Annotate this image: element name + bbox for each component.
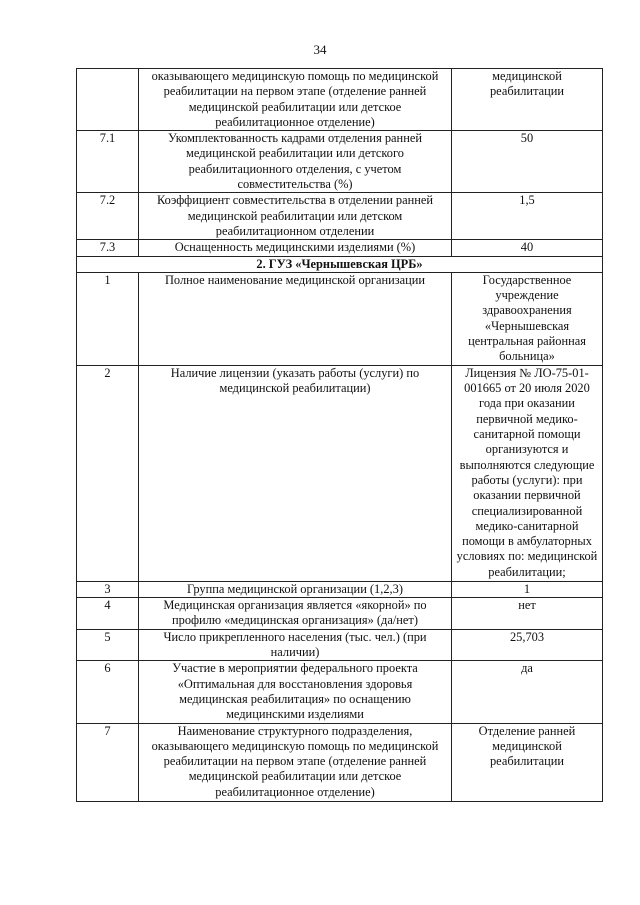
- row-number: 7.2: [77, 193, 139, 240]
- row-indicator: Медицинская организация является «якорной» по профилю «медицинская организация» (да/нет): [139, 598, 452, 630]
- table-row: [77, 240, 603, 256]
- table-row: [77, 629, 603, 661]
- row-number: 5: [77, 629, 139, 661]
- table-row: [77, 131, 603, 193]
- table-row: [77, 272, 603, 365]
- row-value: медицинской реабилитации: [452, 69, 603, 131]
- row-number: 6: [77, 661, 139, 723]
- row-indicator: Оснащенность медицинскими изделиями (%): [139, 240, 452, 256]
- row-number: 7.3: [77, 240, 139, 256]
- row-number: [77, 69, 139, 131]
- row-indicator: Укомплектованность кадрами отделения ранней медицинской реабилитации или детского реабилитационного отделения, с учетом совместительства (%): [139, 131, 452, 193]
- row-indicator: Коэффициент совместительства в отделении ранней медицинской реабилитации или детском реабилитационном отделении: [139, 193, 452, 240]
- table-row: [77, 661, 603, 723]
- row-indicator: Наличие лицензии (указать работы (услуги) по медицинской реабилитации): [139, 365, 452, 581]
- row-value: да: [452, 661, 603, 723]
- row-value: нет: [452, 598, 603, 630]
- section-title: 2. ГУЗ «Чернышевская ЦРБ»: [77, 256, 603, 272]
- table-row: [77, 598, 603, 630]
- row-value: Лицензия № ЛО-75-01-001665 от 20 июля 2020 года при оказании первичной медико-санитарной помощи организуются и выполняются следующие работы (услуги): при оказании первичной специализированной медико-санитарной помощи в амбулаторных условиях по: медицинской реабилитации;: [452, 365, 603, 581]
- row-value: Отделение ранней медицинской реабилитации: [452, 723, 603, 801]
- row-indicator: Группа медицинской организации (1,2,3): [139, 581, 452, 597]
- table-row: [77, 69, 603, 131]
- row-indicator: Наименование структурного подразделения, оказывающего медицинскую помощь по медицинской реабилитации на первом этапе (отделение ранней медицинской реабилитации или детское реабилитационное отделение): [139, 723, 452, 801]
- row-number: 2: [77, 365, 139, 581]
- row-value: 25,703: [452, 629, 603, 661]
- row-value: 40: [452, 240, 603, 256]
- table-row: [77, 581, 603, 597]
- row-number: 4: [77, 598, 139, 630]
- row-indicator: оказывающего медицинскую помощь по медицинской реабилитации на первом этапе (отделение ранней медицинской реабилитации или детское реабилитационное отделение): [139, 69, 452, 131]
- row-number: 1: [77, 272, 139, 365]
- row-number: 7: [77, 723, 139, 801]
- page-number: 34: [313, 42, 327, 57]
- table-row: [77, 365, 603, 581]
- row-value: Государственное учреждение здравоохранения «Чернышевская центральная районная больница»: [452, 272, 603, 365]
- rehabilitation-info-table: [76, 68, 603, 802]
- row-indicator: Полное наименование медицинской организации: [139, 272, 452, 365]
- row-value: 50: [452, 131, 603, 193]
- row-value: 1,5: [452, 193, 603, 240]
- row-value: 1: [452, 581, 603, 597]
- row-indicator: Число прикрепленного населения (тыс. чел.) (при наличии): [139, 629, 452, 661]
- table-row: [77, 723, 603, 801]
- section-header-row: [77, 256, 603, 272]
- table-row: [77, 193, 603, 240]
- row-number: 7.1: [77, 131, 139, 193]
- row-number: 3: [77, 581, 139, 597]
- row-indicator: Участие в мероприятии федерального проекта «Оптимальная для восстановления здоровья медицинская реабилитация» по оснащению медицинскими изделиями: [139, 661, 452, 723]
